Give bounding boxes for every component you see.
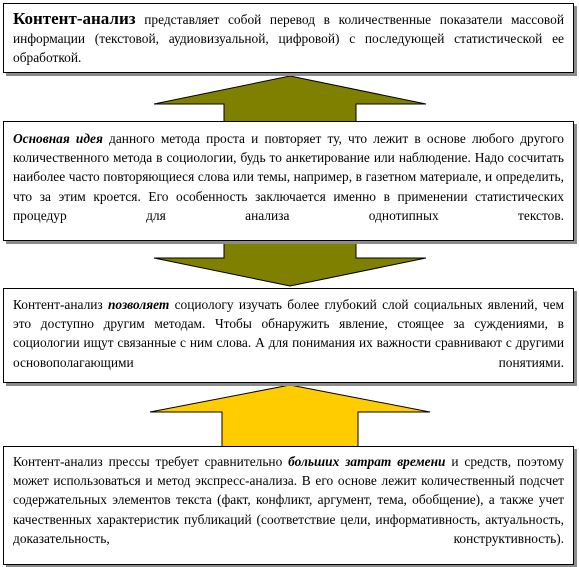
press-emphasis: больших затрат времени <box>288 454 446 469</box>
definition-lead: Контент-анализ <box>13 9 136 28</box>
allows-after: социологу изучать более глубокий слой социальных явлений, чем это доступно другим методам. Чтобы обнаружить явление, стоящее за суждениями, в социологии ищут связанные с ним слова. А для понимания их важности сравнивают с другими основополагающими понятиями. <box>13 297 564 370</box>
arrow-up-to-box2 <box>154 240 426 286</box>
main-idea-text <box>13 129 564 244</box>
allows-emphasis: позволяет <box>107 297 170 312</box>
main-idea-lead: Основная идея <box>13 131 103 146</box>
press-analysis-box <box>3 446 574 565</box>
definition-text <box>13 9 564 87</box>
main-idea-box <box>3 121 574 241</box>
allows-before: Контент-анализ <box>13 297 108 312</box>
allows-text <box>13 295 564 391</box>
press-before: Контент-анализ прессы требует сравнительно <box>13 454 289 469</box>
press-analysis-text <box>13 452 564 567</box>
content-analysis-definition-box <box>3 3 574 73</box>
arrow-up-to-box3 <box>150 385 430 448</box>
main-idea-body: данного метода проста и повторяет ту, что лежит в основе любого другого количественного метода в социологии, будь то анкетирование или наблюдение. Надо сосчитать наиболее часто повторяющиеся слова или темы, например, в газетном материале, и определить, что за этим кроется. Его особенность заключается именно в применении статистических процедур для анализа однотипных текстов. <box>13 131 564 223</box>
allows-box <box>3 288 574 383</box>
definition-body: представляет собой перевод в количественные показатели массовой информации (текстовой, аудиовизуальной, цифровой) с последующей статистической ее обработкой. <box>13 12 564 66</box>
press-after: и средств, поэтому может использоваться и метод экспресс-анализа. В его основе лежит количественный подсчет содержательных элементов текста (факт, конфликт, аргумент, тема, обобщение), а также учет качественных характеристик публикаций (соответствие цели, информативность, актуальность, доказательность, конструктивность). <box>13 454 564 546</box>
